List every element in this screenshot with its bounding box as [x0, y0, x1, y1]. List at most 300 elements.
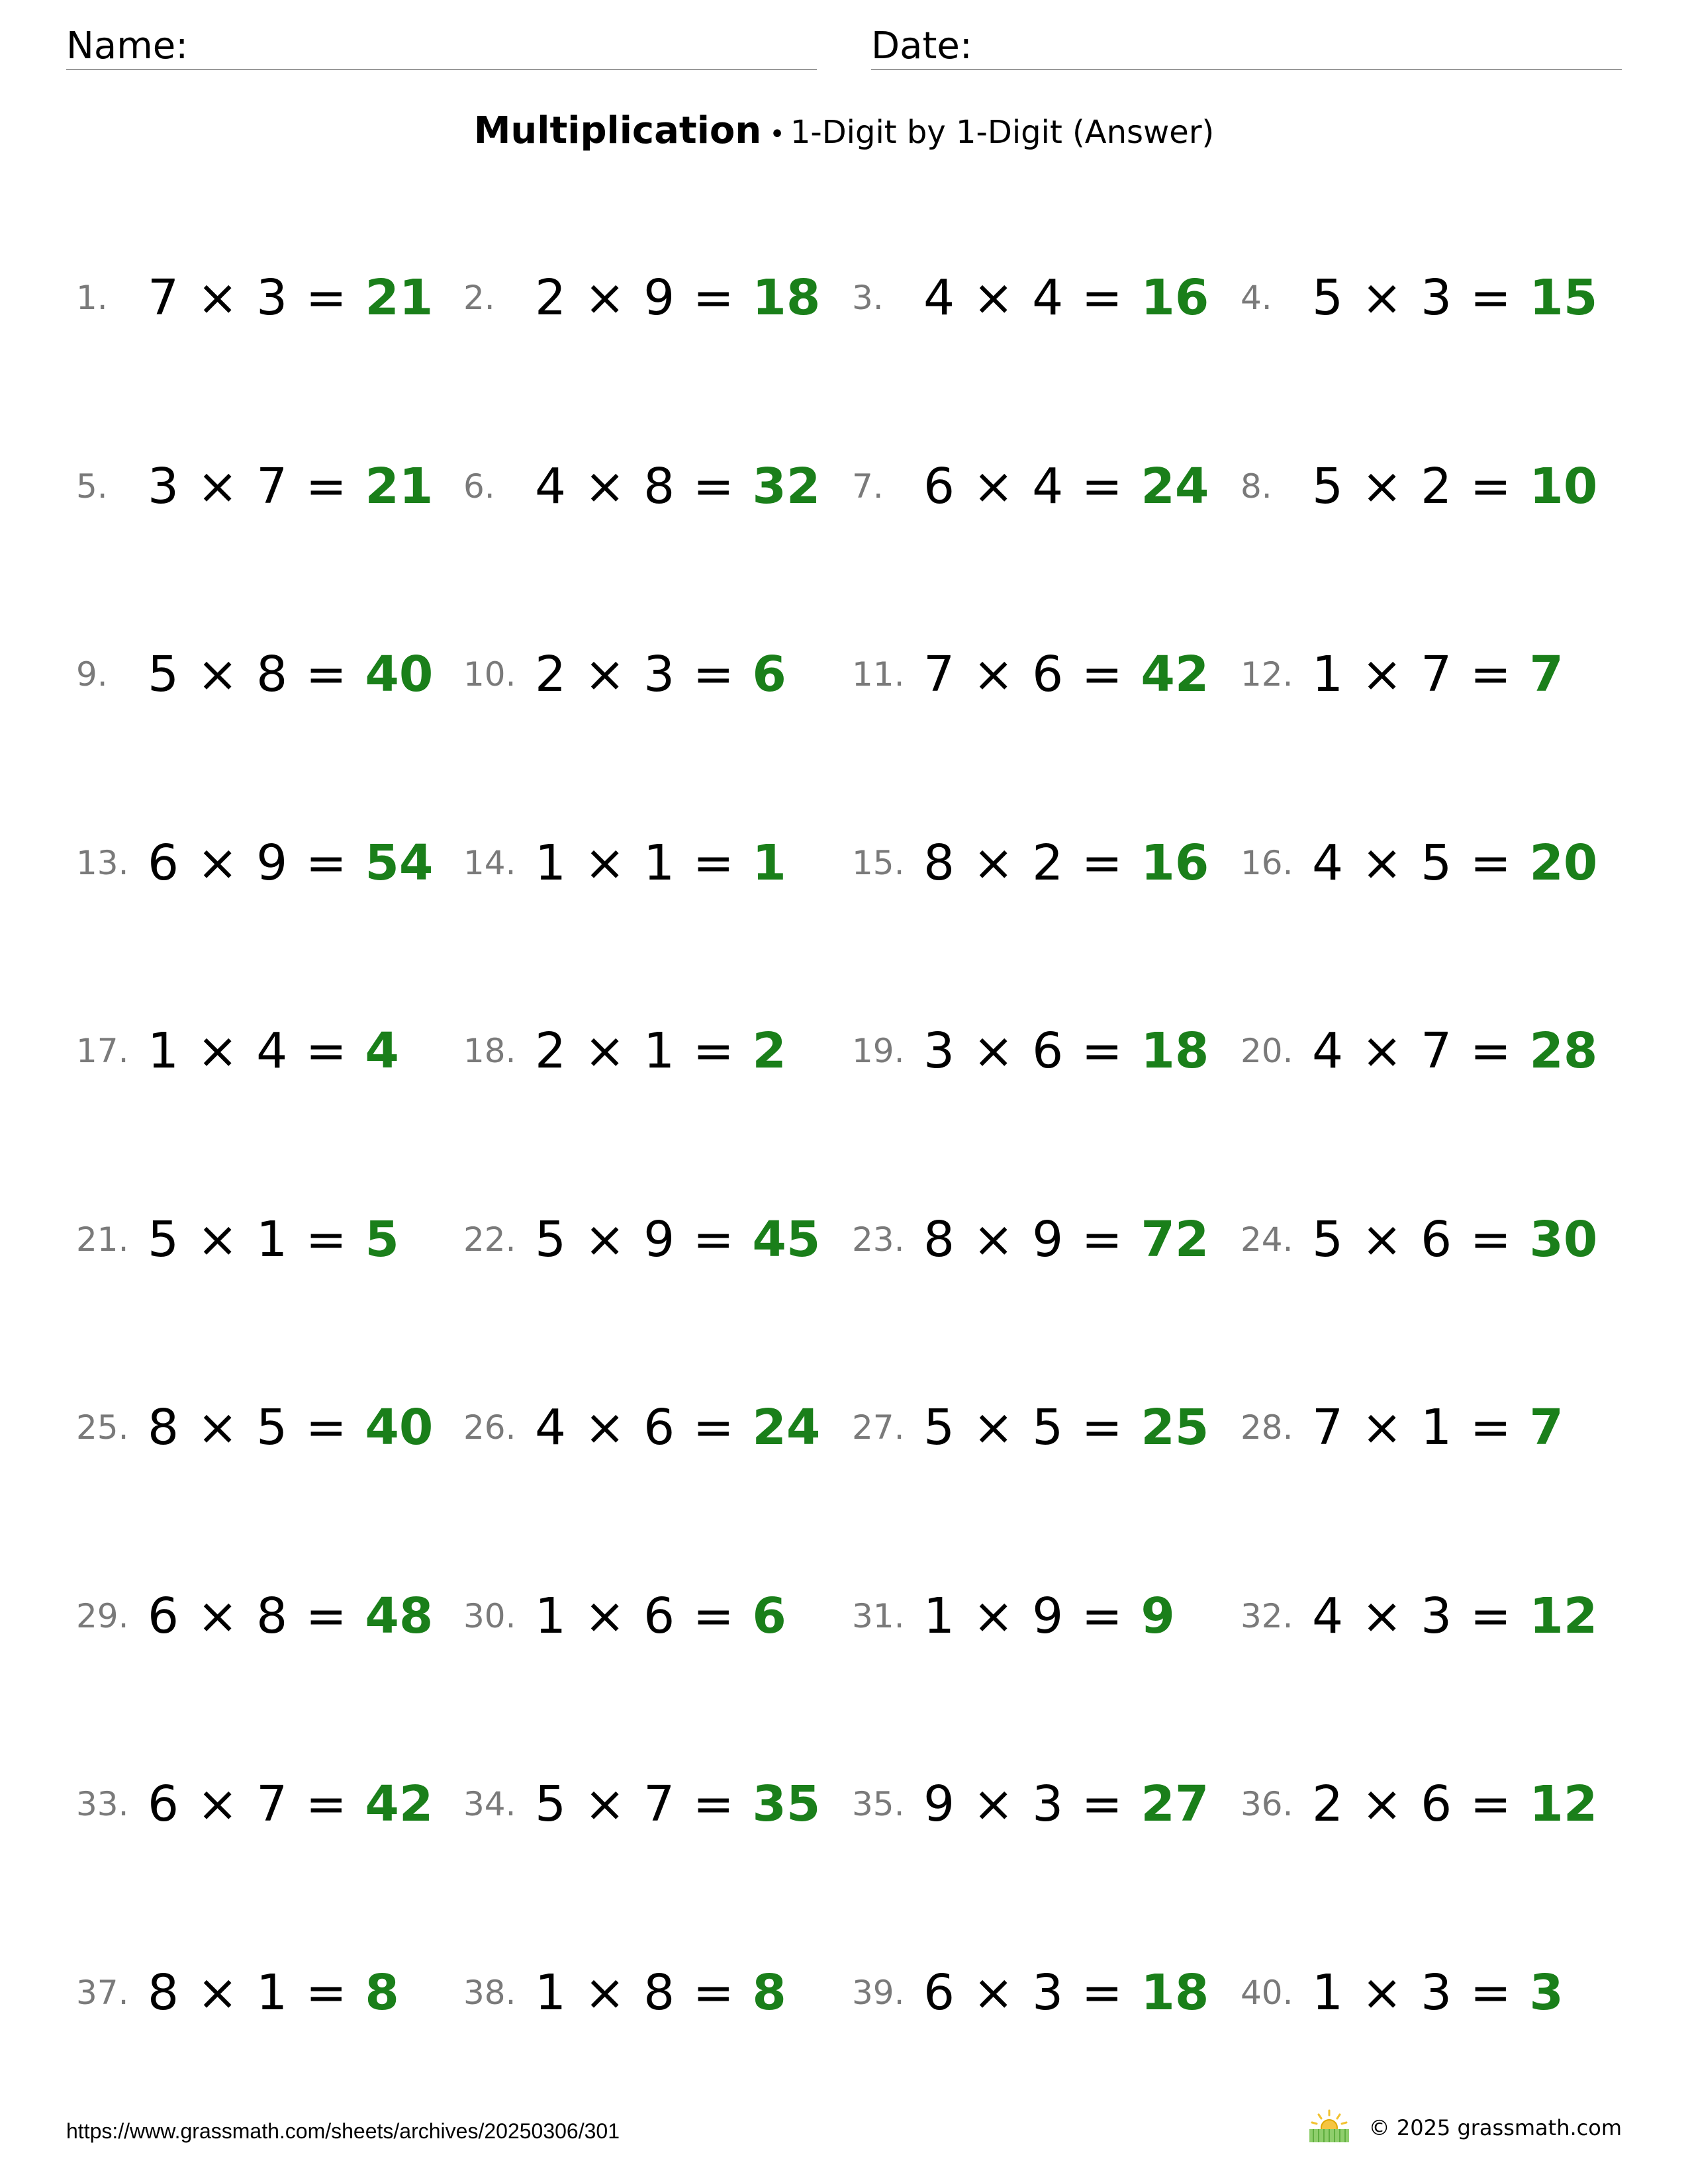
factor-b: 8 — [256, 646, 288, 703]
times-sign: × — [197, 269, 238, 326]
factor-b: 6 — [643, 1588, 675, 1645]
problem-item — [1241, 1953, 1611, 2019]
equals-sign: = — [1470, 1023, 1511, 1079]
answer: 40 — [365, 646, 434, 703]
problem-expression — [535, 460, 820, 513]
factor-b: 7 — [256, 458, 288, 515]
times-sign: × — [584, 1211, 626, 1268]
factor-a: 3 — [148, 458, 179, 515]
problem-item — [463, 258, 834, 324]
factor-a: 4 — [923, 269, 955, 326]
problem-number: 15. — [852, 844, 905, 882]
problem-expression — [535, 1966, 786, 2019]
problem-number: 16. — [1241, 844, 1293, 882]
problem-expression — [923, 1024, 1209, 1077]
factor-b: 6 — [1032, 646, 1064, 703]
times-sign: × — [1361, 1588, 1403, 1645]
factor-a: 4 — [535, 1399, 567, 1456]
answer: 48 — [365, 1588, 434, 1645]
factor-a: 4 — [1312, 1023, 1344, 1079]
equals-sign: = — [305, 1399, 347, 1456]
problem-number: 36. — [1241, 1785, 1293, 1823]
title-main: Multiplication — [473, 109, 762, 152]
title-subtitle: 1-Digit by 1-Digit (Answer) — [790, 114, 1215, 151]
problem-item — [463, 635, 834, 701]
problem-number: 30. — [463, 1597, 516, 1635]
times-sign: × — [197, 1211, 238, 1268]
factor-a: 5 — [148, 646, 179, 703]
footer-brand — [1305, 2109, 1622, 2147]
factor-a: 4 — [1312, 835, 1344, 891]
answer: 10 — [1529, 458, 1598, 515]
answer: 6 — [752, 646, 786, 703]
problem-number: 4. — [1241, 279, 1272, 317]
footer-url: https://www.grassmath.com/sheets/archives/20250306/301 — [66, 2119, 620, 2143]
answer: 15 — [1529, 269, 1598, 326]
problem-number: 40. — [1241, 1974, 1293, 2012]
times-sign: × — [1361, 458, 1403, 515]
times-sign: × — [584, 1964, 626, 2021]
answer: 20 — [1529, 835, 1598, 891]
problem-expression — [535, 1024, 786, 1077]
times-sign: × — [1361, 646, 1403, 703]
equals-sign: = — [692, 458, 734, 515]
factor-b: 9 — [1032, 1211, 1064, 1268]
times-sign: × — [972, 1964, 1014, 2021]
answer: 21 — [365, 458, 434, 515]
problem-expression — [535, 1401, 820, 1454]
factor-a: 7 — [923, 646, 955, 703]
factor-a: 1 — [535, 835, 567, 891]
problem-expression — [1312, 460, 1597, 513]
problem-number: 19. — [852, 1032, 905, 1070]
equals-sign: = — [305, 269, 347, 326]
problem-number: 31. — [852, 1597, 905, 1635]
problem-number: 8. — [1241, 467, 1272, 506]
problem-number: 1. — [76, 279, 108, 317]
equals-sign: = — [1470, 269, 1511, 326]
problem-expression — [1312, 1213, 1597, 1266]
problem-expression — [535, 1590, 786, 1643]
problem-expression — [923, 1213, 1209, 1266]
problem-number: 22. — [463, 1220, 516, 1259]
problem-number: 27. — [852, 1408, 905, 1447]
factor-a: 5 — [1312, 1211, 1344, 1268]
factor-a: 2 — [535, 1023, 567, 1079]
problem-item — [463, 823, 834, 889]
problem-expression — [535, 1213, 820, 1266]
problem-expression — [148, 837, 433, 889]
problem-expression — [923, 460, 1209, 513]
problem-item — [852, 1388, 1223, 1454]
factor-a: 5 — [1312, 458, 1344, 515]
times-sign: × — [1361, 835, 1403, 891]
equals-sign: = — [692, 1023, 734, 1079]
problem-item — [76, 1576, 447, 1643]
times-sign: × — [584, 1023, 626, 1079]
problem-expression — [1312, 1590, 1597, 1643]
problem-item — [76, 1953, 447, 2019]
times-sign: × — [197, 458, 238, 515]
times-sign: × — [197, 1776, 238, 1833]
problem-number: 20. — [1241, 1032, 1293, 1070]
factor-b: 5 — [1421, 835, 1452, 891]
factor-b: 5 — [1032, 1399, 1064, 1456]
equals-sign: = — [692, 269, 734, 326]
equals-sign: = — [692, 1776, 734, 1833]
problem-expression — [1312, 1966, 1564, 2019]
problem-item — [1241, 258, 1611, 324]
problem-expression — [923, 1401, 1209, 1454]
answer: 3 — [1529, 1964, 1564, 2021]
factor-a: 1 — [535, 1964, 567, 2021]
answer: 9 — [1141, 1588, 1175, 1645]
equals-sign: = — [1081, 1964, 1123, 2021]
problem-expression — [148, 1778, 433, 1831]
factor-a: 6 — [148, 835, 179, 891]
problem-expression — [1312, 1401, 1564, 1454]
problem-item — [76, 1388, 447, 1454]
title-bullet: • — [769, 119, 785, 150]
factor-a: 2 — [535, 269, 567, 326]
factor-a: 1 — [1312, 646, 1344, 703]
answer: 28 — [1529, 1023, 1598, 1079]
factor-a: 5 — [535, 1211, 567, 1268]
factor-b: 8 — [643, 1964, 675, 2021]
factor-b: 1 — [643, 835, 675, 891]
factor-b: 9 — [643, 269, 675, 326]
times-sign: × — [1361, 1964, 1403, 2021]
factor-a: 6 — [923, 458, 955, 515]
answer: 5 — [365, 1211, 399, 1268]
equals-sign: = — [1470, 1964, 1511, 2021]
answer: 7 — [1529, 1399, 1564, 1456]
times-sign: × — [1361, 1776, 1403, 1833]
problem-expression — [1312, 271, 1597, 324]
equals-sign: = — [1081, 269, 1123, 326]
problem-number: 24. — [1241, 1220, 1293, 1259]
problem-number: 18. — [463, 1032, 516, 1070]
factor-b: 1 — [1421, 1399, 1452, 1456]
times-sign: × — [972, 269, 1014, 326]
problem-number: 34. — [463, 1785, 516, 1823]
factor-a: 1 — [1312, 1964, 1344, 2021]
factor-a: 2 — [1312, 1776, 1344, 1833]
answer: 18 — [752, 269, 821, 326]
factor-b: 3 — [1032, 1776, 1064, 1833]
factor-b: 3 — [1032, 1964, 1064, 2021]
problem-expression — [923, 1966, 1209, 2019]
factor-b: 3 — [643, 646, 675, 703]
problem-expression — [923, 837, 1209, 889]
times-sign: × — [584, 1399, 626, 1456]
answer: 27 — [1141, 1776, 1209, 1833]
times-sign: × — [972, 835, 1014, 891]
factor-b: 1 — [256, 1211, 288, 1268]
times-sign: × — [197, 835, 238, 891]
times-sign: × — [197, 1023, 238, 1079]
times-sign: × — [584, 458, 626, 515]
factor-a: 1 — [535, 1588, 567, 1645]
answer: 42 — [365, 1776, 434, 1833]
problem-expression — [148, 1213, 399, 1266]
equals-sign: = — [692, 1588, 734, 1645]
problem-number: 13. — [76, 844, 129, 882]
problem-item — [1241, 1011, 1611, 1077]
problem-expression — [148, 271, 433, 324]
problem-expression — [535, 837, 786, 889]
factor-b: 6 — [643, 1399, 675, 1456]
equals-sign: = — [1470, 835, 1511, 891]
times-sign: × — [1361, 1023, 1403, 1079]
factor-a: 5 — [148, 1211, 179, 1268]
equals-sign: = — [305, 835, 347, 891]
equals-sign: = — [305, 1023, 347, 1079]
factor-a: 1 — [148, 1023, 179, 1079]
factor-a: 8 — [923, 835, 955, 891]
problem-expression — [923, 648, 1209, 701]
problem-item — [1241, 1764, 1611, 1831]
answer: 7 — [1529, 646, 1564, 703]
problem-item — [76, 823, 447, 889]
answer: 12 — [1529, 1776, 1598, 1833]
problem-expression — [923, 1590, 1175, 1643]
equals-sign: = — [1081, 1023, 1123, 1079]
problem-number: 32. — [1241, 1597, 1293, 1635]
equals-sign: = — [692, 646, 734, 703]
problem-item — [1241, 1576, 1611, 1643]
answer: 18 — [1141, 1964, 1209, 2021]
problem-item — [1241, 635, 1611, 701]
factor-b: 4 — [1032, 269, 1064, 326]
problem-number: 28. — [1241, 1408, 1293, 1447]
equals-sign: = — [1081, 1776, 1123, 1833]
answer: 18 — [1141, 1023, 1209, 1079]
problem-expression — [148, 460, 433, 513]
times-sign: × — [197, 1588, 238, 1645]
problem-number: 3. — [852, 279, 884, 317]
problem-number: 38. — [463, 1974, 516, 2012]
answer: 2 — [752, 1023, 786, 1079]
answer: 24 — [1141, 458, 1209, 515]
equals-sign: = — [1470, 458, 1511, 515]
factor-b: 6 — [1421, 1211, 1452, 1268]
problem-item — [463, 1764, 834, 1831]
factor-a: 6 — [148, 1588, 179, 1645]
answer: 21 — [365, 269, 434, 326]
answer: 6 — [752, 1588, 786, 1645]
problem-item — [76, 1764, 447, 1831]
times-sign: × — [584, 646, 626, 703]
problem-number: 21. — [76, 1220, 129, 1259]
equals-sign: = — [1081, 1588, 1123, 1645]
problem-number: 6. — [463, 467, 495, 506]
problem-item — [852, 258, 1223, 324]
problem-number: 26. — [463, 1408, 516, 1447]
problem-item — [463, 1011, 834, 1077]
problem-item — [463, 1953, 834, 2019]
problem-number: 10. — [463, 655, 516, 694]
problem-expression — [1312, 1024, 1597, 1077]
equals-sign: = — [1081, 1211, 1123, 1268]
factor-a: 5 — [1312, 269, 1344, 326]
problem-item — [463, 1200, 834, 1266]
problem-number: 37. — [76, 1974, 129, 2012]
factor-a: 8 — [148, 1399, 179, 1456]
factor-a: 2 — [535, 646, 567, 703]
problem-item — [1241, 1388, 1611, 1454]
times-sign: × — [972, 646, 1014, 703]
problem-item — [76, 1200, 447, 1266]
equals-sign: = — [305, 646, 347, 703]
times-sign: × — [972, 1588, 1014, 1645]
factor-b: 5 — [256, 1399, 288, 1456]
times-sign: × — [1361, 269, 1403, 326]
equals-sign: = — [692, 1964, 734, 2021]
equals-sign: = — [305, 1964, 347, 2021]
times-sign: × — [972, 1399, 1014, 1456]
equals-sign: = — [305, 458, 347, 515]
factor-a: 9 — [923, 1776, 955, 1833]
problem-item — [76, 1011, 447, 1077]
factor-b: 1 — [256, 1964, 288, 2021]
equals-sign: = — [1470, 1588, 1511, 1645]
factor-b: 3 — [256, 269, 288, 326]
equals-sign: = — [305, 1776, 347, 1833]
problem-expression — [148, 648, 433, 701]
factor-b: 7 — [256, 1776, 288, 1833]
equals-sign: = — [1470, 1399, 1511, 1456]
factor-b: 2 — [1032, 835, 1064, 891]
answer: 4 — [365, 1023, 399, 1079]
factor-b: 9 — [643, 1211, 675, 1268]
problem-number: 7. — [852, 467, 884, 506]
problem-expression — [535, 1778, 820, 1831]
factor-b: 4 — [256, 1023, 288, 1079]
factor-a: 6 — [923, 1964, 955, 2021]
equals-sign: = — [1081, 646, 1123, 703]
equals-sign: = — [1470, 1211, 1511, 1268]
times-sign: × — [1361, 1211, 1403, 1268]
answer: 40 — [365, 1399, 434, 1456]
problem-expression — [1312, 837, 1597, 889]
problem-item — [463, 447, 834, 513]
problem-item — [1241, 823, 1611, 889]
problem-expression — [148, 1024, 399, 1077]
factor-a: 6 — [148, 1776, 179, 1833]
answer: 30 — [1529, 1211, 1598, 1268]
problem-number: 33. — [76, 1785, 129, 1823]
problem-item — [852, 1764, 1223, 1831]
times-sign: × — [584, 835, 626, 891]
answer: 16 — [1141, 835, 1209, 891]
problem-number: 23. — [852, 1220, 905, 1259]
problem-expression — [1312, 1778, 1597, 1831]
answer: 16 — [1141, 269, 1209, 326]
equals-sign: = — [692, 1399, 734, 1456]
factor-b: 6 — [1032, 1023, 1064, 1079]
times-sign: × — [584, 269, 626, 326]
answer: 35 — [752, 1776, 821, 1833]
factor-b: 3 — [1421, 1964, 1452, 2021]
factor-b: 4 — [1032, 458, 1064, 515]
times-sign: × — [584, 1776, 626, 1833]
factor-a: 3 — [923, 1023, 955, 1079]
equals-sign: = — [692, 835, 734, 891]
problem-item — [852, 635, 1223, 701]
footer-copyright: © 2025 grassmath.com — [1368, 2115, 1622, 2140]
factor-b: 3 — [1421, 269, 1452, 326]
problem-number: 12. — [1241, 655, 1293, 694]
equals-sign: = — [692, 1211, 734, 1268]
equals-sign: = — [305, 1588, 347, 1645]
answer: 72 — [1141, 1211, 1209, 1268]
problem-number: 39. — [852, 1974, 905, 2012]
factor-b: 8 — [256, 1588, 288, 1645]
answer: 24 — [752, 1399, 821, 1456]
problem-number: 9. — [76, 655, 108, 694]
problem-expression — [148, 1401, 433, 1454]
problem-item — [463, 1576, 834, 1643]
times-sign: × — [584, 1588, 626, 1645]
factor-a: 4 — [1312, 1588, 1344, 1645]
problem-expression — [535, 271, 820, 324]
factor-b: 9 — [1032, 1588, 1064, 1645]
problem-item — [852, 1200, 1223, 1266]
problem-expression — [148, 1966, 399, 2019]
factor-a: 7 — [1312, 1399, 1344, 1456]
equals-sign: = — [1081, 1399, 1123, 1456]
factor-b: 6 — [1421, 1776, 1452, 1833]
answer: 8 — [365, 1964, 399, 2021]
factor-a: 8 — [148, 1964, 179, 2021]
factor-a: 1 — [923, 1588, 955, 1645]
problem-item — [852, 447, 1223, 513]
answer: 42 — [1141, 646, 1209, 703]
factor-a: 7 — [148, 269, 179, 326]
times-sign: × — [972, 458, 1014, 515]
equals-sign: = — [1081, 835, 1123, 891]
problem-number: 11. — [852, 655, 905, 694]
date-label: Date: — [871, 24, 972, 68]
factor-b: 7 — [1421, 646, 1452, 703]
factor-b: 9 — [256, 835, 288, 891]
problem-number: 35. — [852, 1785, 905, 1823]
answer: 1 — [752, 835, 786, 891]
problem-item — [76, 258, 447, 324]
problem-expression — [148, 1590, 433, 1643]
problem-expression — [1312, 648, 1564, 701]
answer: 45 — [752, 1211, 821, 1268]
factor-a: 8 — [923, 1211, 955, 1268]
equals-sign: = — [305, 1211, 347, 1268]
times-sign: × — [197, 1964, 238, 2021]
times-sign: × — [1361, 1399, 1403, 1456]
factor-b: 1 — [643, 1023, 675, 1079]
times-sign: × — [197, 1399, 238, 1456]
problem-item — [852, 1953, 1223, 2019]
problem-item — [1241, 1200, 1611, 1266]
times-sign: × — [972, 1023, 1014, 1079]
problem-item — [852, 1011, 1223, 1077]
equals-sign: = — [1081, 458, 1123, 515]
problem-item — [76, 635, 447, 701]
answer: 8 — [752, 1964, 786, 2021]
times-sign: × — [197, 646, 238, 703]
equals-sign: = — [1470, 646, 1511, 703]
problem-item — [852, 823, 1223, 889]
factor-b: 8 — [643, 458, 675, 515]
